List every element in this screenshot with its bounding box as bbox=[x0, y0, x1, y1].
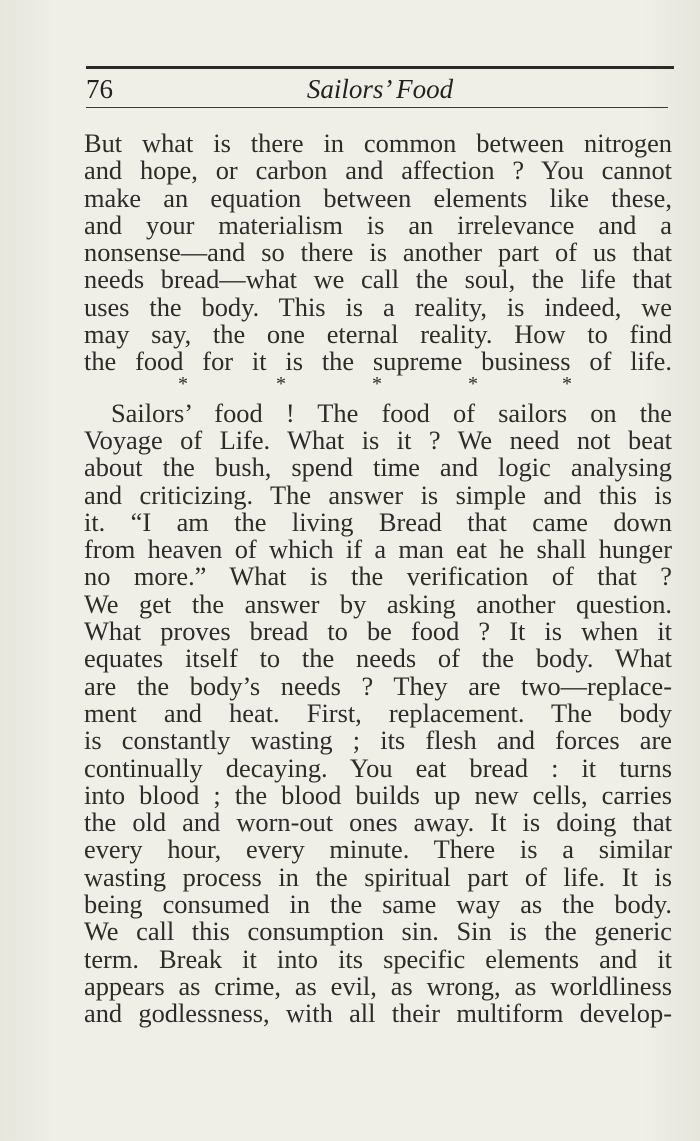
text-line: Voyage of Life. What is it ? We need not beat bbox=[84, 424, 672, 455]
running-header bbox=[86, 72, 674, 106]
text-line: We get the answer by asking another question. bbox=[84, 588, 672, 619]
text-line: nonsense—and so there is another part of us that bbox=[84, 237, 672, 268]
asterisk: * bbox=[276, 372, 286, 395]
header-rule-bottom bbox=[86, 107, 668, 108]
text-line: are the body’s needs ? They are two—replace- bbox=[84, 670, 672, 701]
text-line: uses the body. This is a reality, is indeed, we bbox=[84, 291, 672, 322]
text-line: wasting process in the spiritual part of life. It is bbox=[84, 861, 672, 892]
text-line: Sailors’ food ! The food of sailors on the bbox=[111, 397, 672, 428]
text-line: about the bush, spend time and logic analysing bbox=[84, 452, 672, 483]
text-line: and your materialism is an irrelevance and a bbox=[84, 209, 672, 240]
text-line: needs bread—what we call the soul, the life that bbox=[84, 264, 672, 295]
text-line: it. “I am the living Bread that came down bbox=[84, 506, 672, 537]
text-line: ment and heat. First, replacement. The body bbox=[84, 697, 672, 728]
asterisk: * bbox=[372, 372, 382, 395]
text-line: and godlessness, with all their multiform develop- bbox=[84, 998, 672, 1029]
text-line: make an equation between elements like these, bbox=[84, 182, 672, 213]
paragraph-2 bbox=[84, 397, 672, 1029]
text-line: and hope, or carbon and affection ? You cannot bbox=[84, 155, 672, 186]
text-line: equates itself to the needs of the body. What bbox=[84, 643, 672, 674]
text-line: being consumed in the same way as the body. bbox=[84, 889, 672, 920]
text-line: no more.” What is the verification of that ? bbox=[84, 561, 672, 592]
text-line: the old and worn-out ones away. It is doing that bbox=[84, 807, 672, 838]
body-text bbox=[84, 130, 672, 1028]
text-line: from heaven of which if a man eat he shall hunger bbox=[84, 534, 672, 565]
asterisk: * bbox=[178, 372, 188, 395]
paragraph-1 bbox=[84, 130, 672, 376]
running-title: Sailors’ Food bbox=[306, 74, 454, 104]
text-line: into blood ; the blood builds up new cells, carries bbox=[84, 779, 672, 810]
text-line: continually decaying. You eat bread : it turns bbox=[84, 752, 672, 783]
text-line: We call this consumption sin. Sin is the generic bbox=[84, 916, 672, 947]
header-rule-top bbox=[86, 66, 674, 69]
text-line: the food for it is the supreme business of life. bbox=[84, 346, 672, 377]
text-line: But what is there in common between nitrogen bbox=[84, 128, 672, 158]
text-line: and criticizing. The answer is simple and this is bbox=[84, 479, 672, 510]
text-line: every hour, every minute. There is a similar bbox=[84, 834, 672, 865]
text-line: What proves bread to be food ? It is when it bbox=[84, 616, 672, 647]
page-number: 76 bbox=[86, 74, 113, 104]
asterisk: * bbox=[468, 372, 478, 395]
text-line: term. Break it into its specific elements and it bbox=[84, 943, 672, 974]
text-line: may say, the one eternal reality. How to find bbox=[84, 319, 672, 350]
asterisk: * bbox=[562, 372, 572, 395]
text-line: is constantly wasting ; its flesh and forces are bbox=[84, 725, 672, 756]
section-break bbox=[84, 372, 672, 400]
text-line: appears as crime, as evil, as wrong, as worldliness bbox=[84, 970, 672, 1001]
